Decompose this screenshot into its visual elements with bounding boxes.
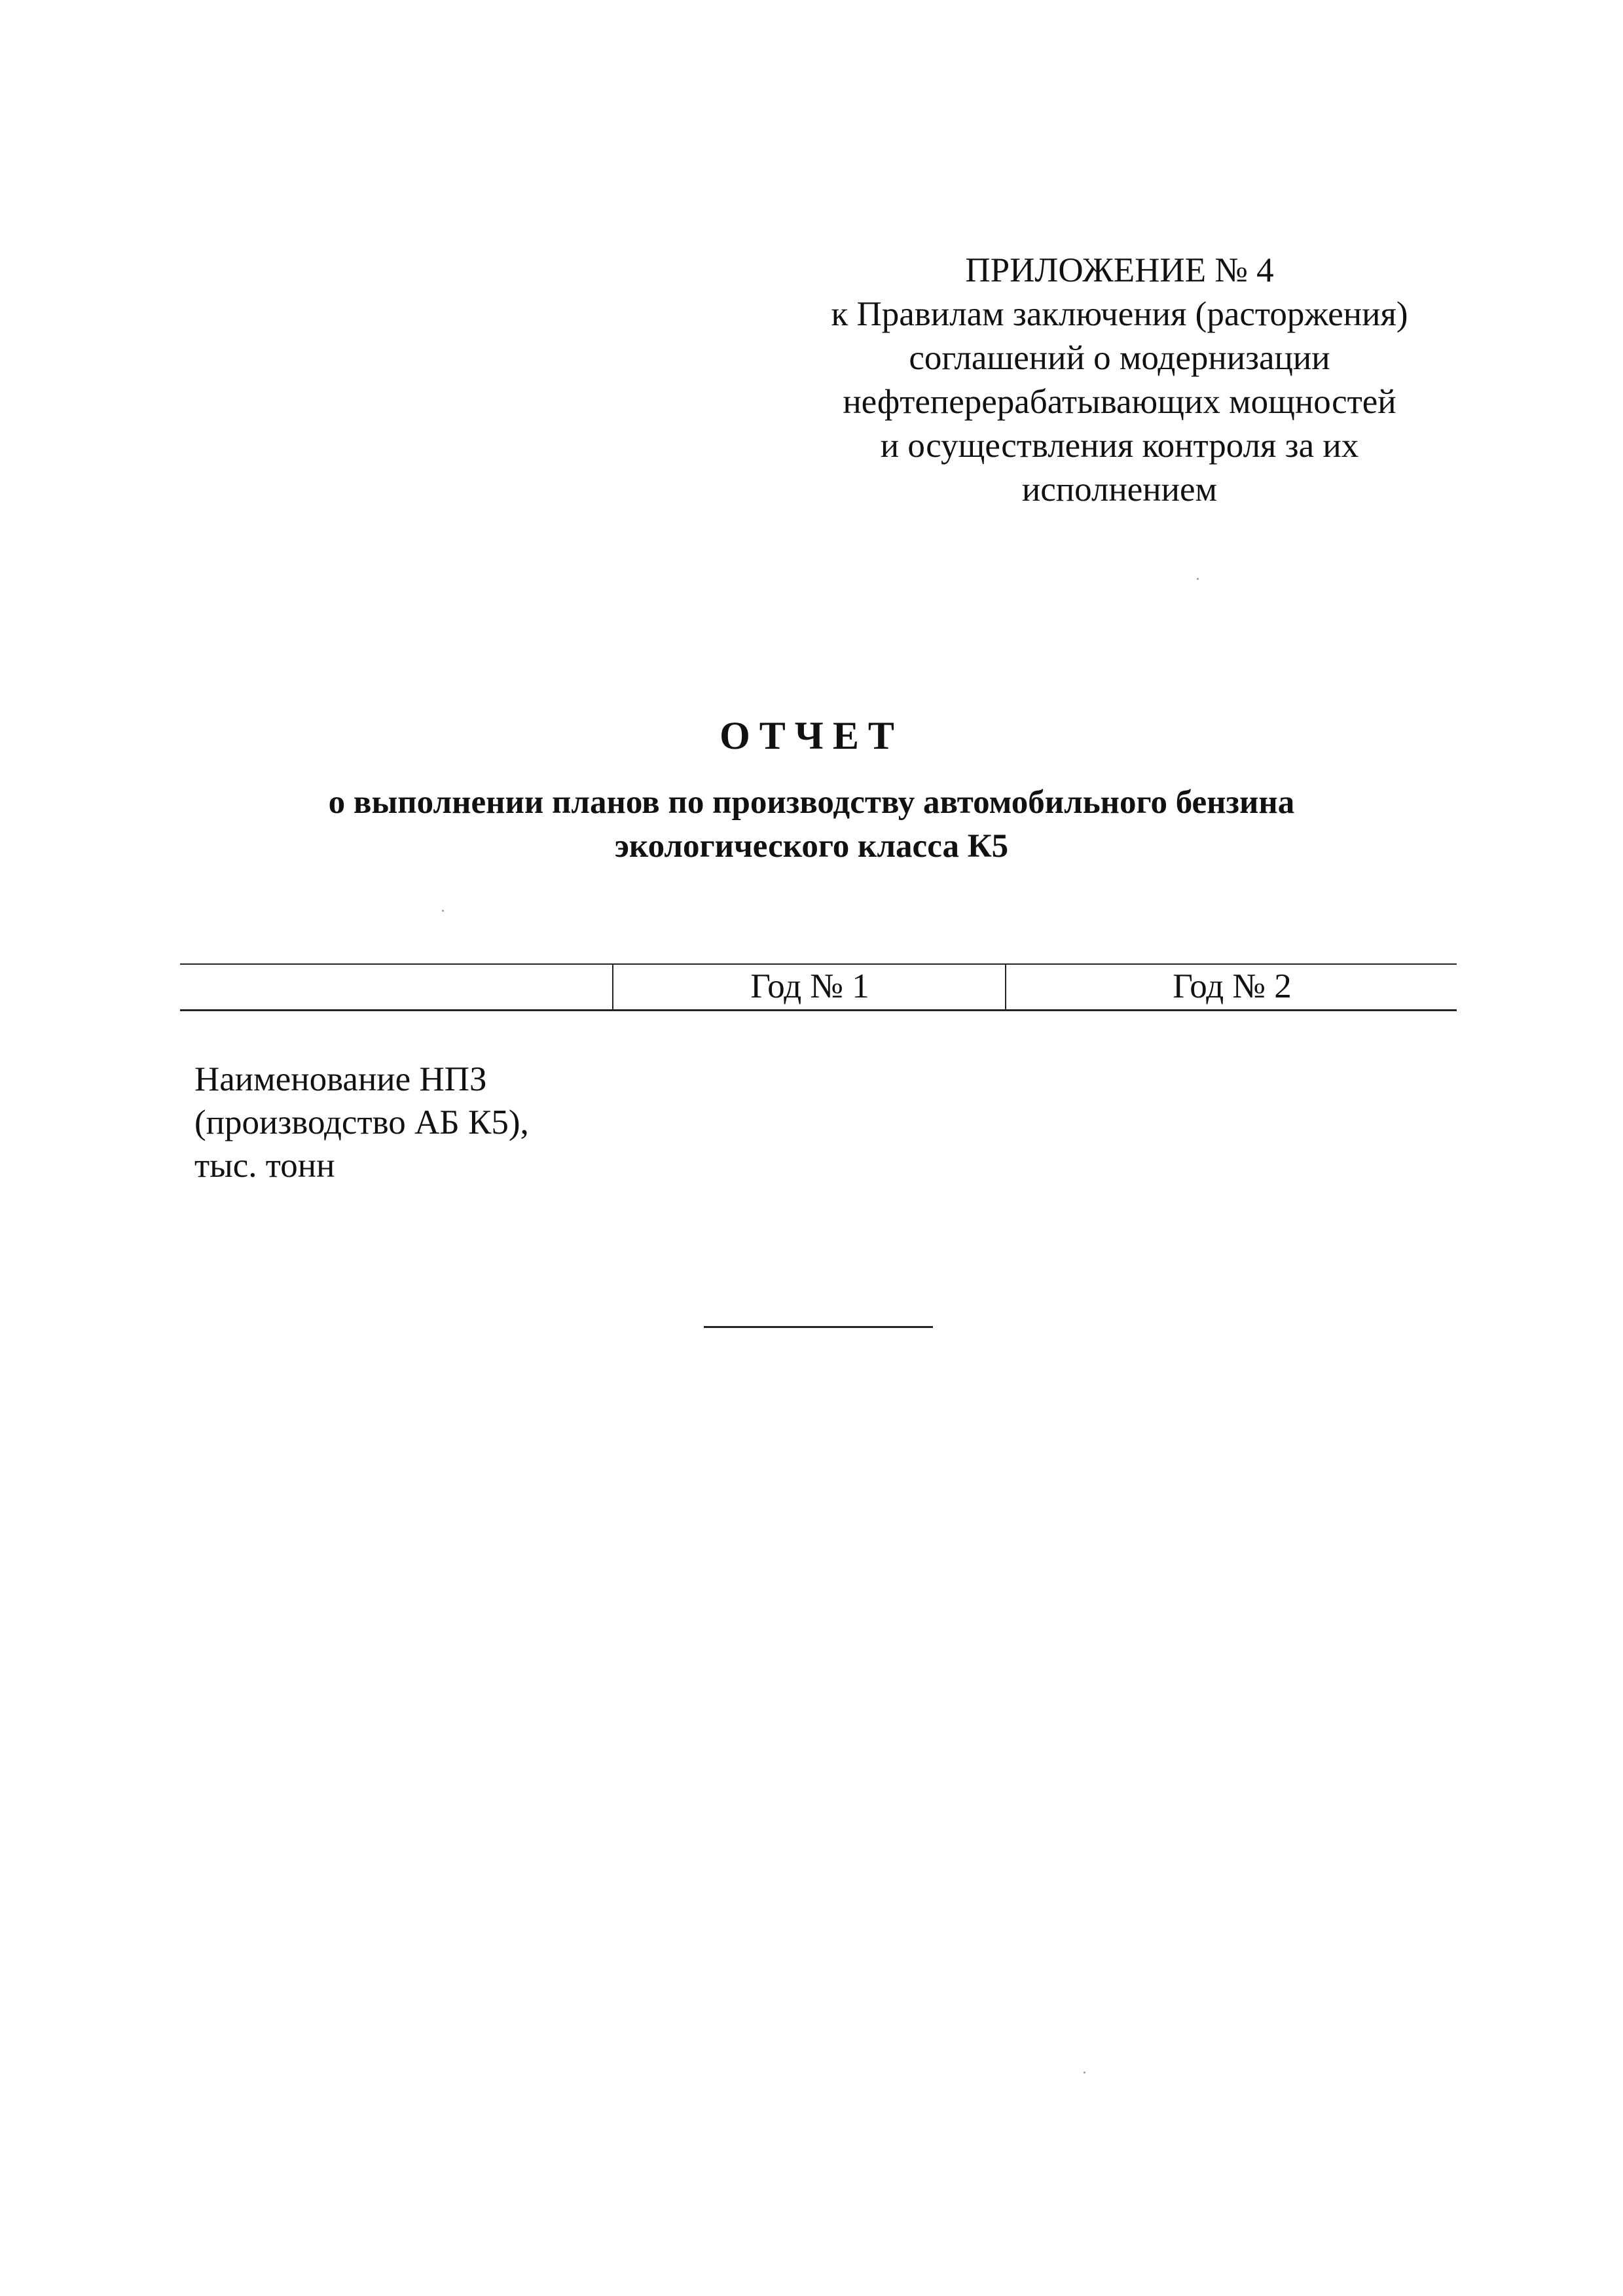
appendix-line: к Правилам заключения (расторжения) [831, 295, 1408, 333]
table-header-year-2: Год № 2 [1005, 965, 1458, 1009]
scan-speck [1084, 2072, 1085, 2073]
appendix-number: ПРИЛОЖЕНИЕ № 4 [965, 251, 1274, 289]
table-row-label [194, 1058, 529, 1187]
scan-speck [442, 910, 444, 912]
table-header-year-1: Год № 1 [612, 965, 1006, 1009]
end-separator-line [704, 1326, 933, 1328]
row-label-line: тыс. тонн [194, 1147, 335, 1185]
appendix-line: исполнением [1021, 471, 1218, 509]
row-label-line: Наименование НПЗ [194, 1060, 487, 1098]
scan-speck [1197, 578, 1199, 580]
appendix-header [759, 249, 1480, 512]
appendix-line: нефтеперерабатывающих мощностей [843, 383, 1396, 421]
table-header-empty [180, 965, 612, 1009]
report-title: ОТЧЕТ [720, 714, 903, 757]
report-subtitle [0, 781, 1623, 869]
subtitle-line: о выполнении планов по производству автомобильного бензина [328, 784, 1295, 821]
row-label-line: (производство АБ К5), [194, 1103, 529, 1141]
table-header-row [180, 963, 1457, 1011]
appendix-line: соглашений о модернизации [909, 339, 1330, 377]
subtitle-line: экологического класса К5 [614, 828, 1009, 865]
appendix-line: и осуществления контроля за их [880, 427, 1359, 465]
